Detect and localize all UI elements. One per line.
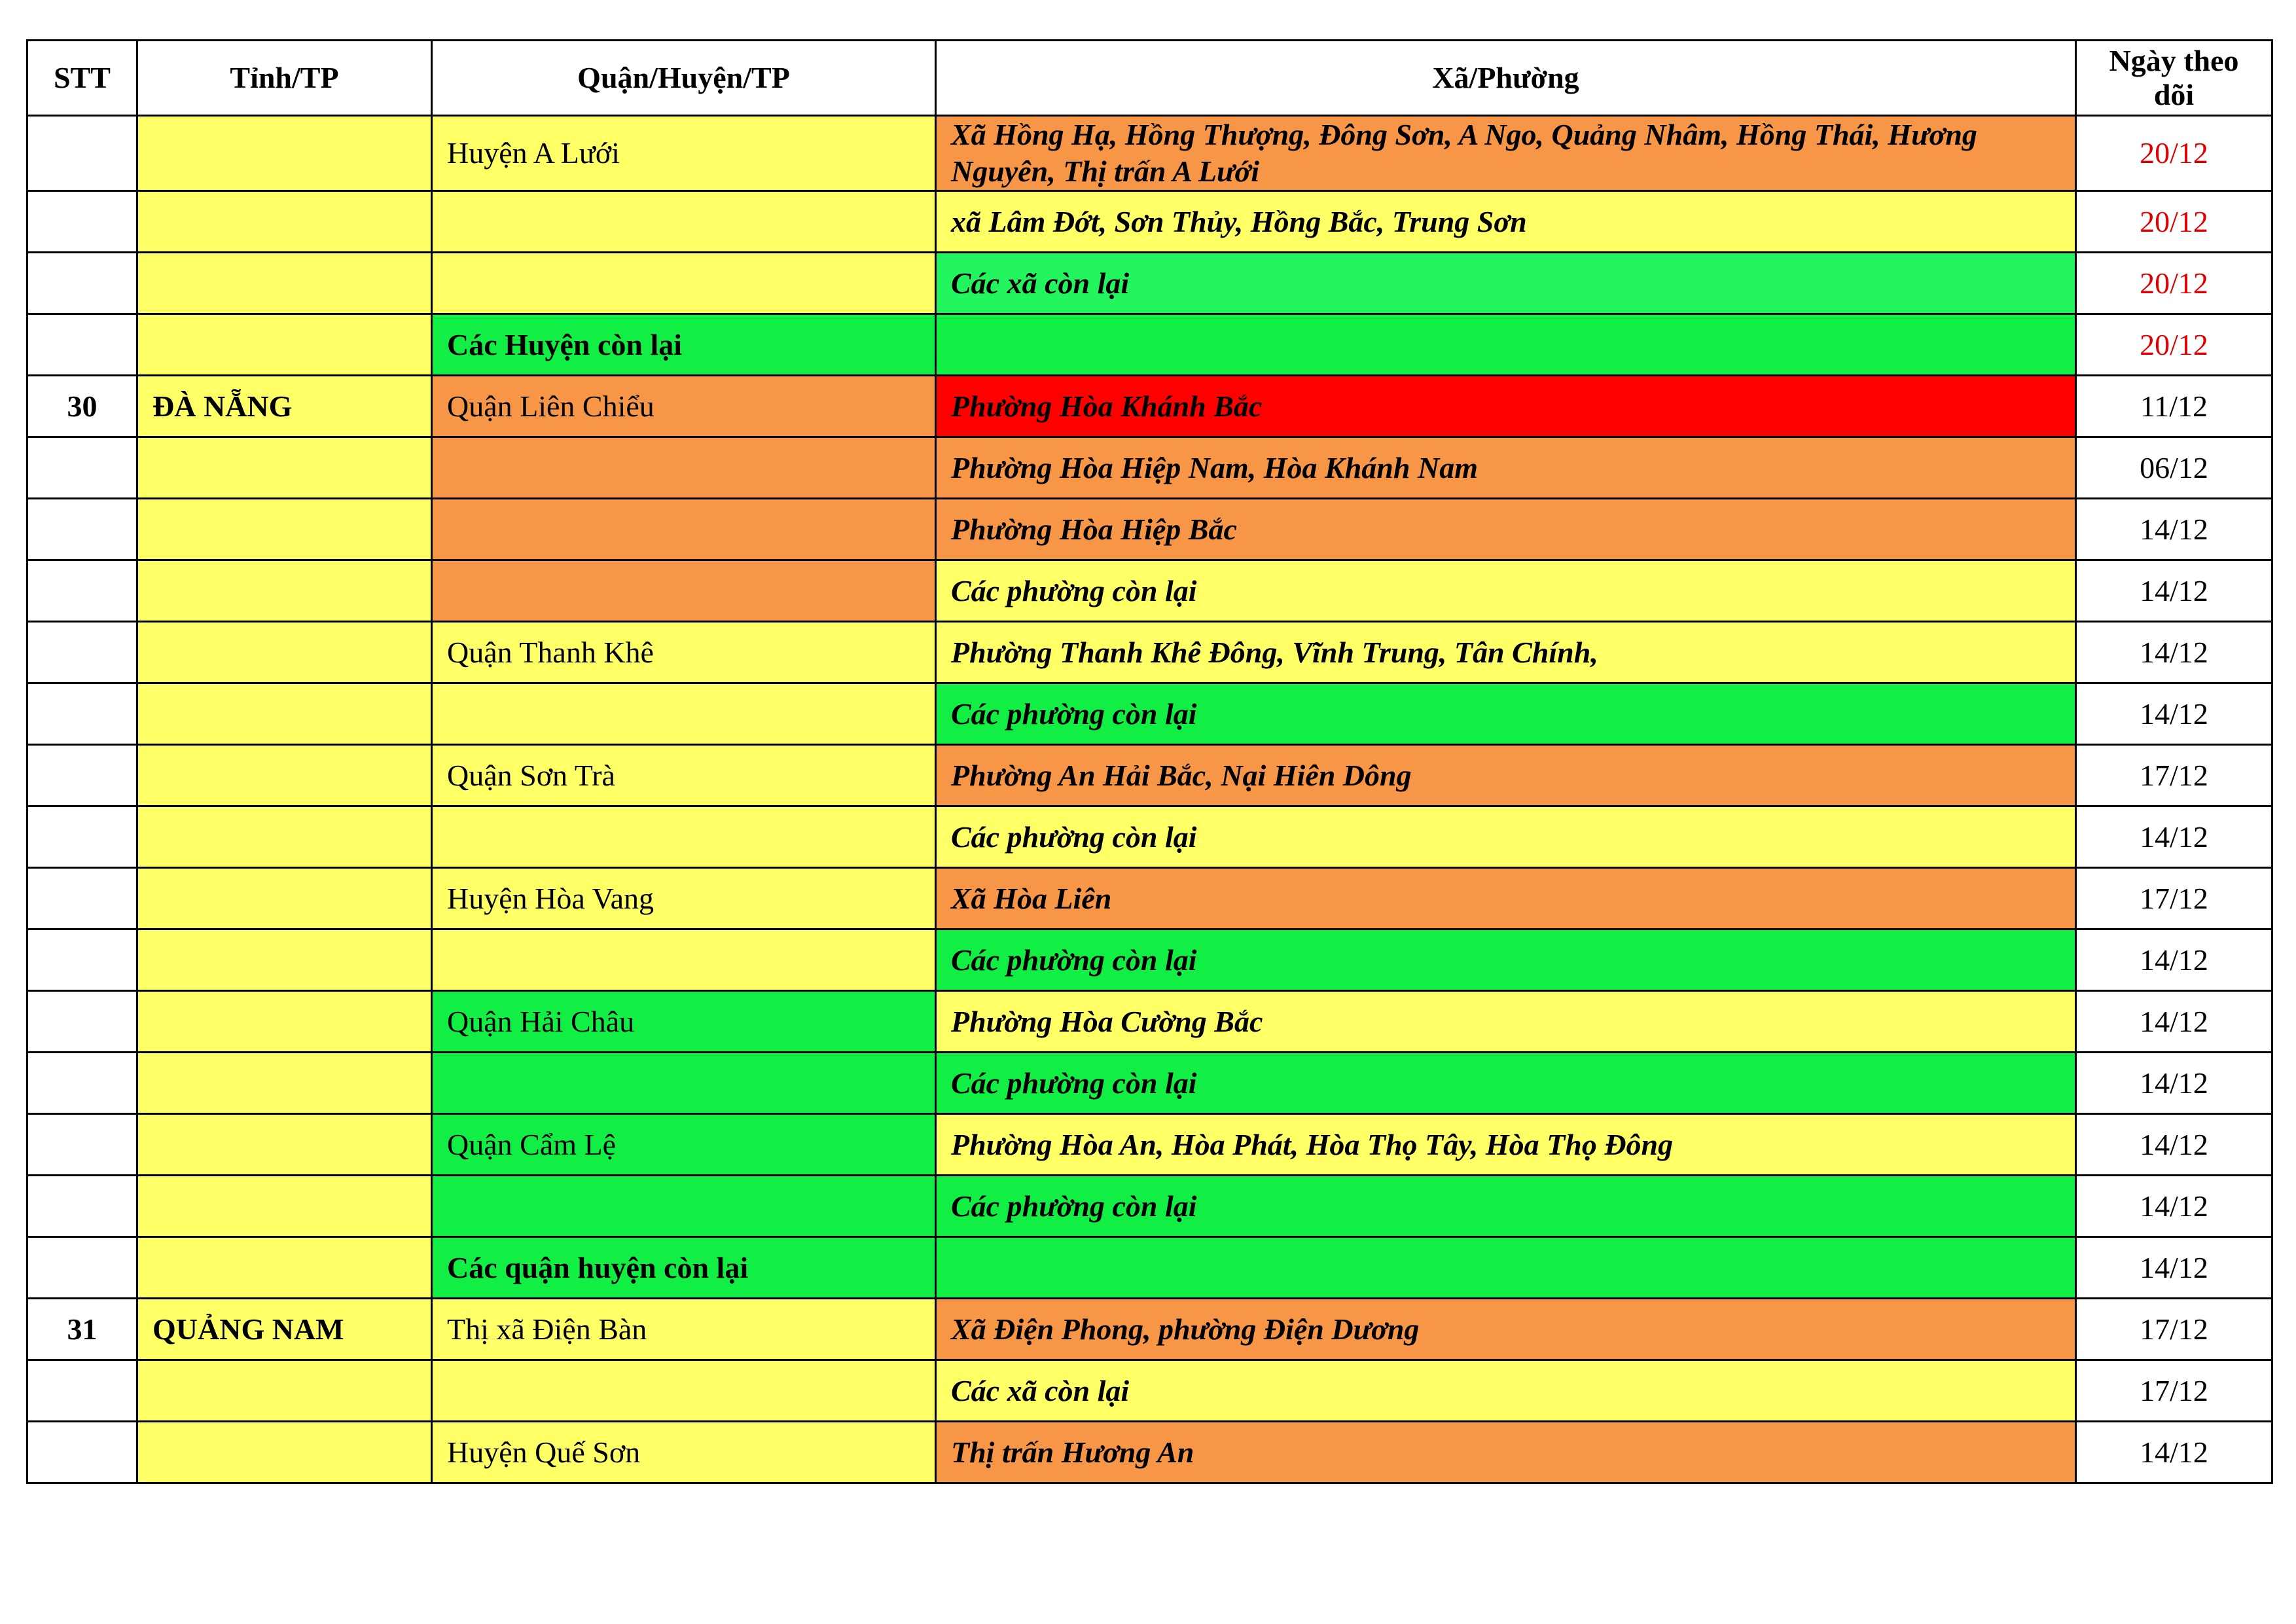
province-cell <box>137 253 432 314</box>
district-cell: Thị xã Điện Bàn <box>432 1299 936 1360</box>
province-cell <box>137 437 432 499</box>
table-row <box>27 116 2272 191</box>
ward-cell: Các phường còn lại <box>936 1053 2076 1114</box>
province-cell <box>137 191 432 253</box>
district-cell <box>432 683 936 745</box>
header-province: Tỉnh/TP <box>137 41 432 116</box>
header-ward: Xã/Phường <box>936 41 2076 116</box>
district-cell <box>432 929 936 991</box>
table-row <box>27 929 2272 991</box>
stt-cell <box>27 253 137 314</box>
stt-cell <box>27 622 137 683</box>
date-cell: 20/12 <box>2076 116 2272 191</box>
province-cell <box>137 1422 432 1483</box>
table-row <box>27 1114 2272 1176</box>
date-cell: 20/12 <box>2076 253 2272 314</box>
table-row <box>27 1299 2272 1360</box>
ward-cell: Phường Hòa Khánh Bắc <box>936 376 2076 437</box>
table-row <box>27 622 2272 683</box>
ward-cell: Xã Hồng Hạ, Hồng Thượng, Đông Sơn, A Ngo, Quảng Nhâm, Hồng Thái, Hương Nguyên, Thị trấn A Lưới <box>936 116 2076 191</box>
table-row <box>27 1237 2272 1299</box>
province-cell <box>137 1237 432 1299</box>
table-row <box>27 314 2272 376</box>
date-cell: 14/12 <box>2076 560 2272 622</box>
stt-cell <box>27 806 137 868</box>
date-cell: 14/12 <box>2076 622 2272 683</box>
province-cell <box>137 116 432 191</box>
table-row <box>27 868 2272 929</box>
ward-cell: Các phường còn lại <box>936 1176 2076 1237</box>
province-cell <box>137 499 432 560</box>
ward-cell: Các xã còn lại <box>936 1360 2076 1422</box>
district-cell <box>432 191 936 253</box>
ward-cell: Các xã còn lại <box>936 253 2076 314</box>
monitoring-table <box>26 39 2273 1484</box>
table-row <box>27 991 2272 1053</box>
stt-cell <box>27 314 137 376</box>
ward-cell: Phường Thanh Khê Đông, Vĩnh Trung, Tân Chính, <box>936 622 2076 683</box>
date-cell: 17/12 <box>2076 868 2272 929</box>
ward-cell: Các phường còn lại <box>936 929 2076 991</box>
district-cell: Quận Thanh Khê <box>432 622 936 683</box>
stt-cell <box>27 1053 137 1114</box>
province-cell <box>137 745 432 806</box>
ward-cell: Phường An Hải Bắc, Nại Hiên Dông <box>936 745 2076 806</box>
date-cell: 14/12 <box>2076 1114 2272 1176</box>
district-cell <box>432 1360 936 1422</box>
ward-cell: Phường Hòa An, Hòa Phát, Hòa Thọ Tây, Hòa Thọ Đông <box>936 1114 2076 1176</box>
stt-cell <box>27 560 137 622</box>
table-row <box>27 560 2272 622</box>
stt-cell: 31 <box>27 1299 137 1360</box>
province-cell <box>137 622 432 683</box>
stt-cell <box>27 1114 137 1176</box>
ward-cell: Các phường còn lại <box>936 560 2076 622</box>
table-row <box>27 806 2272 868</box>
stt-cell <box>27 929 137 991</box>
stt-cell <box>27 683 137 745</box>
table-row <box>27 1422 2272 1483</box>
stt-cell <box>27 745 137 806</box>
district-cell: Các quận huyện còn lại <box>432 1237 936 1299</box>
province-cell <box>137 991 432 1053</box>
table-row <box>27 1176 2272 1237</box>
table-row <box>27 437 2272 499</box>
district-cell <box>432 1053 936 1114</box>
district-cell <box>432 437 936 499</box>
province-cell <box>137 806 432 868</box>
district-cell <box>432 253 936 314</box>
stt-cell <box>27 868 137 929</box>
district-cell <box>432 499 936 560</box>
stt-cell <box>27 1360 137 1422</box>
district-cell: Huyện A Lưới <box>432 116 936 191</box>
date-cell: 14/12 <box>2076 991 2272 1053</box>
province-cell: ĐÀ NẴNG <box>137 376 432 437</box>
ward-cell <box>936 314 2076 376</box>
date-cell: 14/12 <box>2076 1237 2272 1299</box>
province-cell <box>137 1114 432 1176</box>
date-cell: 17/12 <box>2076 745 2272 806</box>
stt-cell <box>27 1176 137 1237</box>
table-row <box>27 1053 2272 1114</box>
district-cell: Quận Sơn Trà <box>432 745 936 806</box>
table-row <box>27 499 2272 560</box>
stt-cell <box>27 991 137 1053</box>
district-cell: Huyện Quế Sơn <box>432 1422 936 1483</box>
ward-cell: Thị trấn Hương An <box>936 1422 2076 1483</box>
date-cell: 20/12 <box>2076 314 2272 376</box>
ward-cell: Xã Hòa Liên <box>936 868 2076 929</box>
date-cell: 20/12 <box>2076 191 2272 253</box>
province-cell: QUẢNG NAM <box>137 1299 432 1360</box>
table-row <box>27 191 2272 253</box>
province-cell <box>137 314 432 376</box>
date-cell: 14/12 <box>2076 1053 2272 1114</box>
district-cell <box>432 560 936 622</box>
province-cell <box>137 868 432 929</box>
district-cell: Huyện Hòa Vang <box>432 868 936 929</box>
stt-cell <box>27 116 137 191</box>
date-cell: 14/12 <box>2076 1176 2272 1237</box>
date-cell: 17/12 <box>2076 1299 2272 1360</box>
district-cell: Quận Hải Châu <box>432 991 936 1053</box>
date-cell: 14/12 <box>2076 929 2272 991</box>
district-cell <box>432 806 936 868</box>
header-stt: STT <box>27 41 137 116</box>
province-cell <box>137 1360 432 1422</box>
stt-cell: 30 <box>27 376 137 437</box>
header-date: Ngày theo dõi <box>2076 41 2272 116</box>
table-row <box>27 683 2272 745</box>
province-cell <box>137 1053 432 1114</box>
ward-cell: Xã Điện Phong, phường Điện Dương <box>936 1299 2076 1360</box>
date-cell: 14/12 <box>2076 806 2272 868</box>
date-cell: 11/12 <box>2076 376 2272 437</box>
district-cell: Quận Liên Chiểu <box>432 376 936 437</box>
province-cell <box>137 929 432 991</box>
stt-cell <box>27 1422 137 1483</box>
stt-cell <box>27 1237 137 1299</box>
ward-cell: xã Lâm Đớt, Sơn Thủy, Hồng Bắc, Trung Sơn <box>936 191 2076 253</box>
ward-cell: Các phường còn lại <box>936 683 2076 745</box>
district-cell: Các Huyện còn lại <box>432 314 936 376</box>
ward-cell: Phường Hòa Hiệp Bắc <box>936 499 2076 560</box>
district-cell <box>432 1176 936 1237</box>
province-cell <box>137 683 432 745</box>
stt-cell <box>27 191 137 253</box>
date-cell: 14/12 <box>2076 1422 2272 1483</box>
header-district: Quận/Huyện/TP <box>432 41 936 116</box>
district-cell: Quận Cẩm Lệ <box>432 1114 936 1176</box>
date-cell: 17/12 <box>2076 1360 2272 1422</box>
province-cell <box>137 560 432 622</box>
table-row <box>27 253 2272 314</box>
table-row <box>27 1360 2272 1422</box>
date-cell: 14/12 <box>2076 499 2272 560</box>
stt-cell <box>27 499 137 560</box>
ward-cell: Các phường còn lại <box>936 806 2076 868</box>
ward-cell: Phường Hòa Cường Bắc <box>936 991 2076 1053</box>
ward-cell: Phường Hòa Hiệp Nam, Hòa Khánh Nam <box>936 437 2076 499</box>
stt-cell <box>27 437 137 499</box>
table-row <box>27 745 2272 806</box>
header-row <box>27 41 2272 116</box>
table-row <box>27 376 2272 437</box>
date-cell: 14/12 <box>2076 683 2272 745</box>
province-cell <box>137 1176 432 1237</box>
ward-cell <box>936 1237 2076 1299</box>
date-cell: 06/12 <box>2076 437 2272 499</box>
